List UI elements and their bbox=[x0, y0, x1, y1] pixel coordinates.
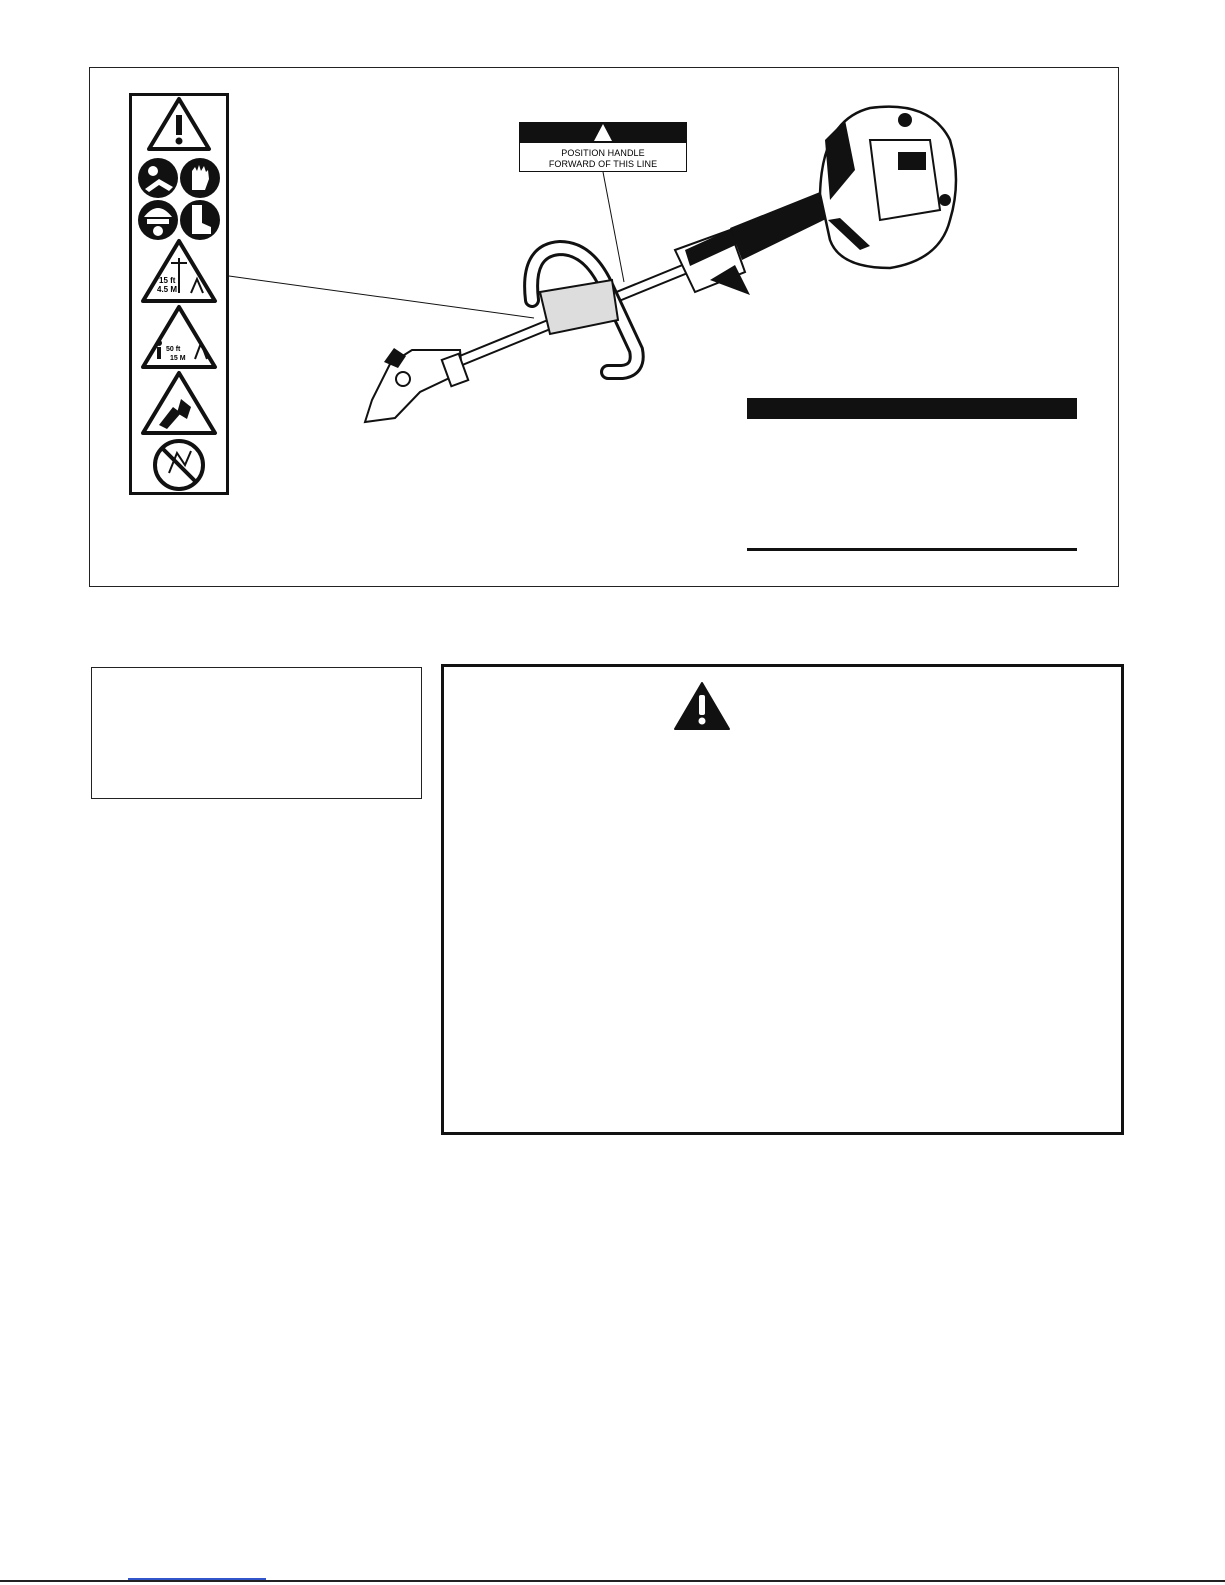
warning-triangle-icon bbox=[673, 681, 731, 731]
bystander-label-ft: 50 ft bbox=[166, 346, 181, 353]
decal-bottom-rule bbox=[747, 548, 1077, 551]
decal-header-bar bbox=[747, 398, 1077, 419]
power-line-label-ft: 15 ft bbox=[159, 276, 176, 285]
d-handle bbox=[531, 248, 637, 372]
pruner-head bbox=[365, 348, 468, 422]
footer-rule bbox=[0, 1580, 1225, 1582]
callout-line-1: POSITION HANDLE bbox=[561, 148, 645, 158]
pole-pruner-illustration bbox=[350, 100, 970, 430]
callout-line-2: FORWARD OF THIS LINE bbox=[548, 159, 658, 169]
bystander-label-m: 15 M bbox=[170, 355, 186, 362]
power-line-label-m: 4.5 M bbox=[157, 285, 178, 294]
footer-link-underline[interactable] bbox=[128, 1578, 266, 1580]
throttle-grip bbox=[675, 192, 828, 295]
warning-box bbox=[441, 664, 1124, 1135]
engine-housing bbox=[820, 107, 956, 268]
note-box bbox=[91, 667, 422, 799]
